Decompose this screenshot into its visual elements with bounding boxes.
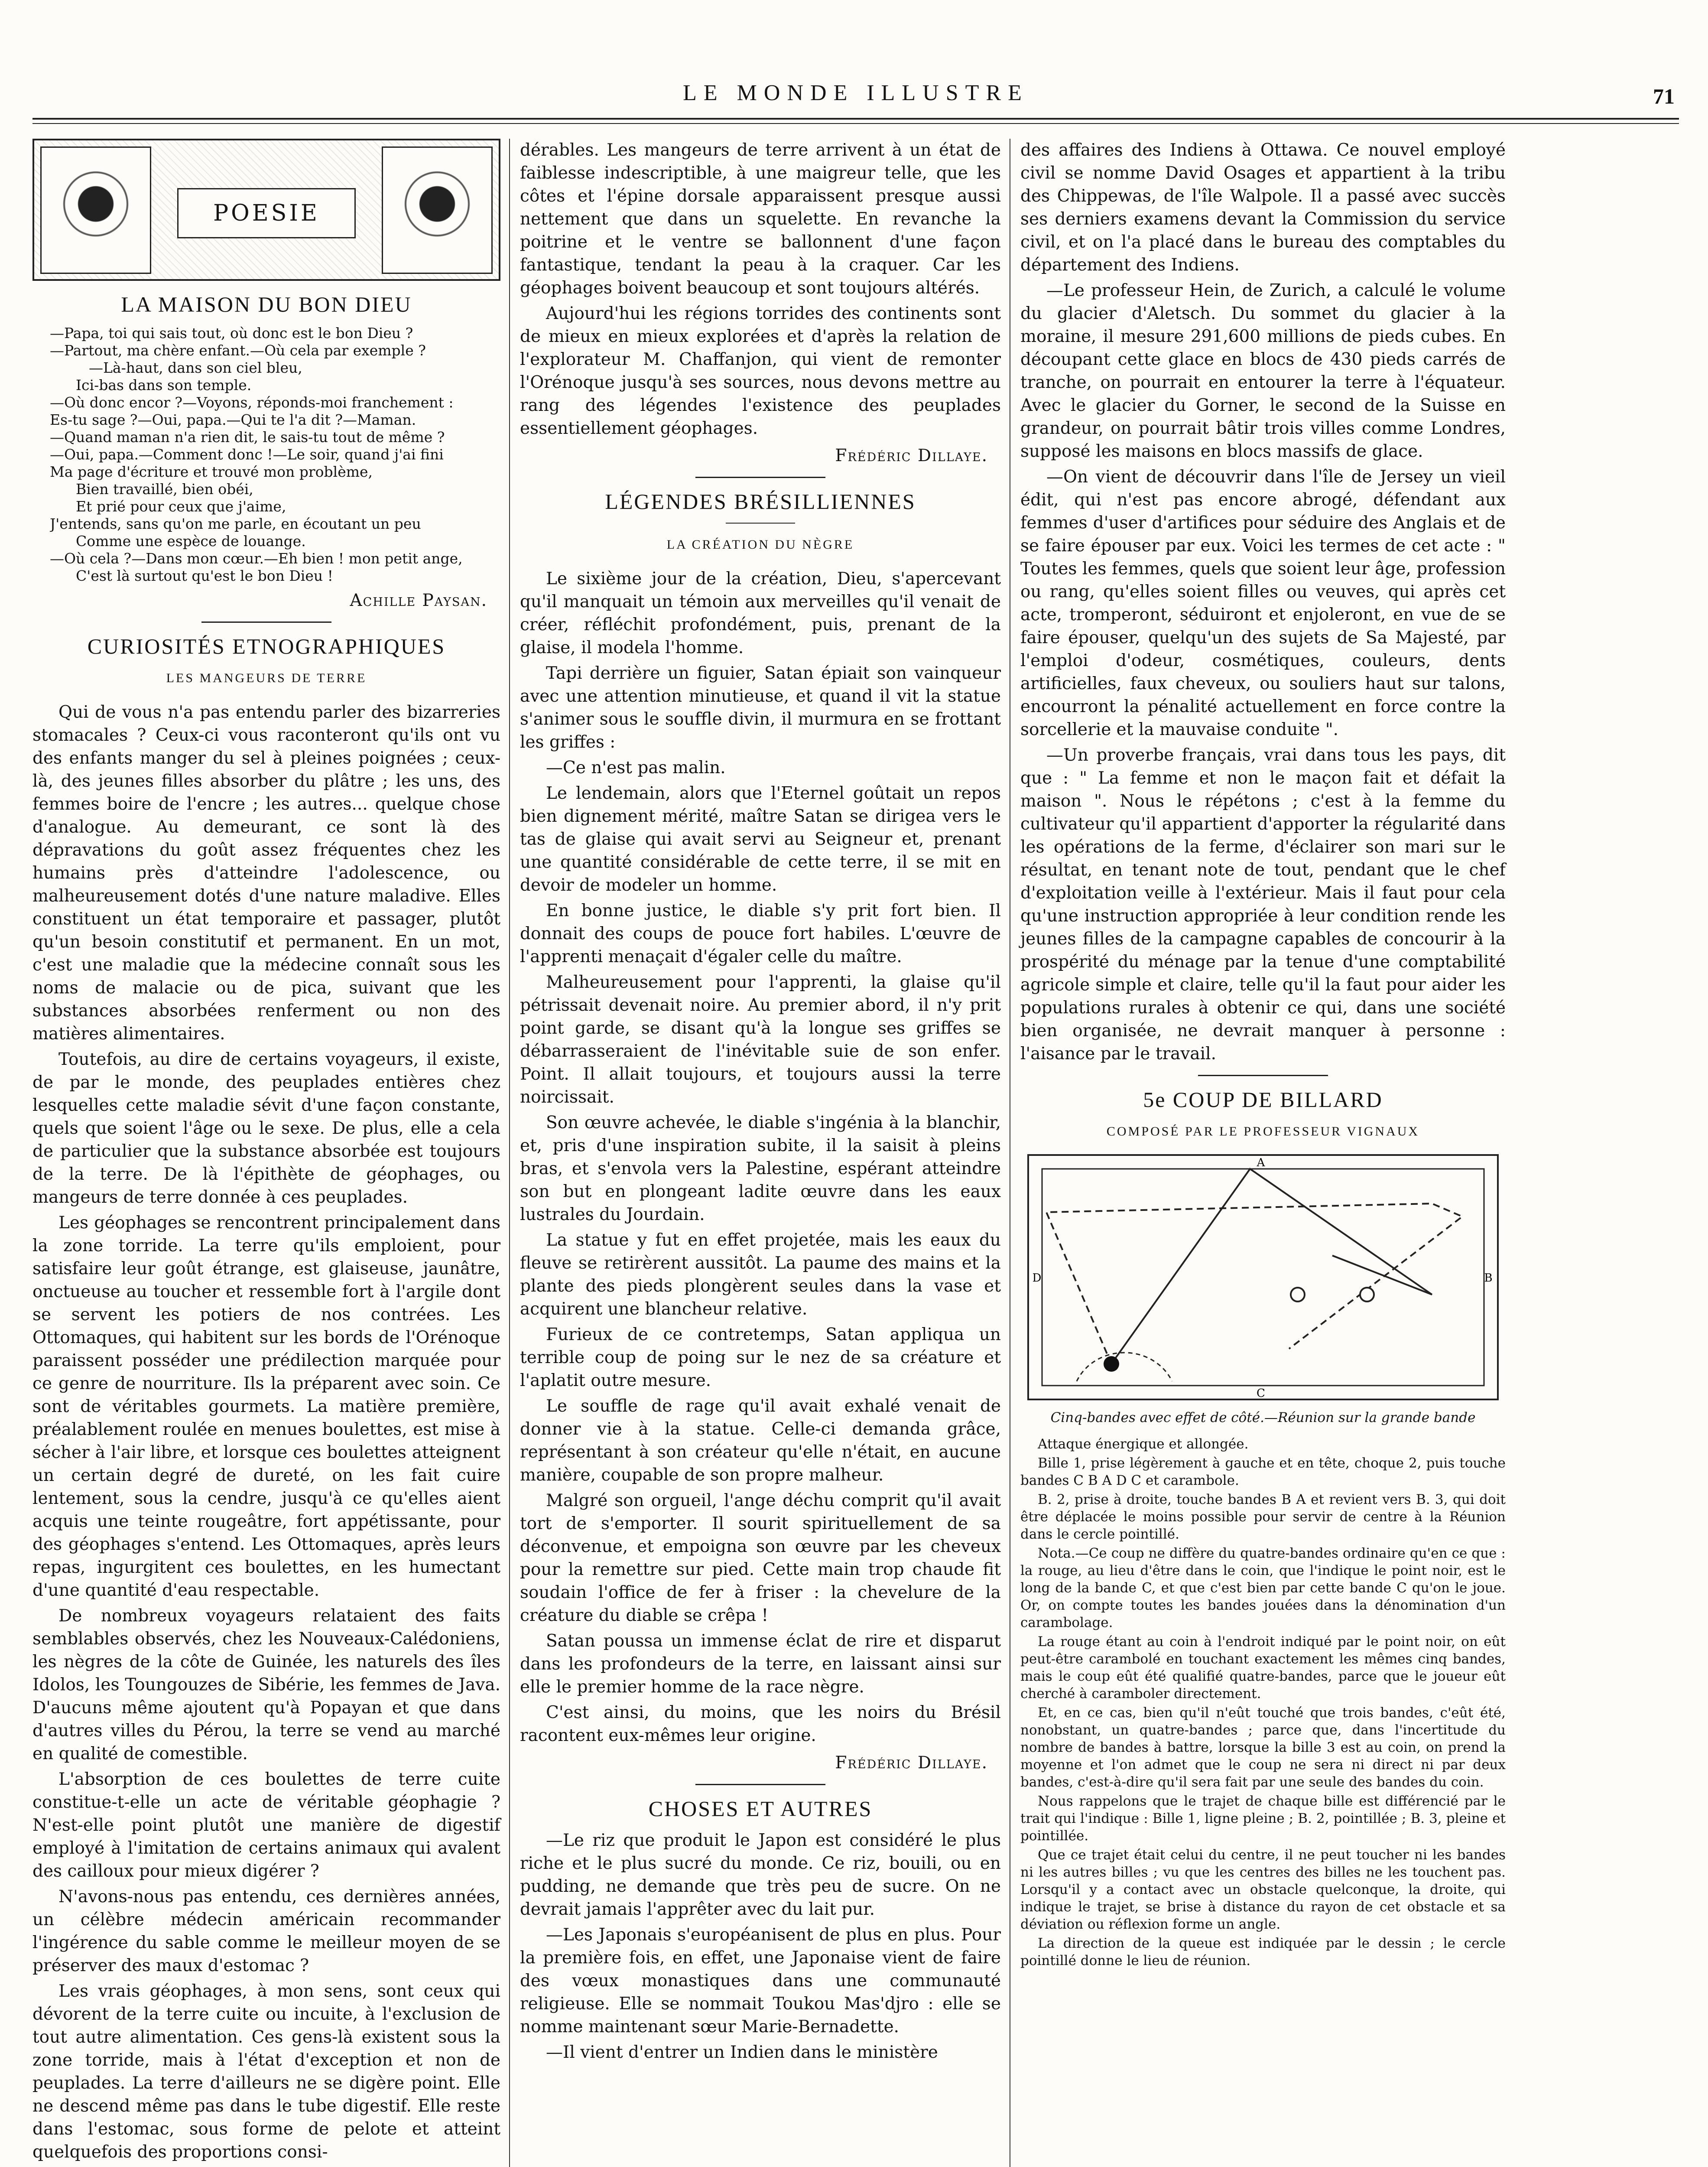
- billiard-subtitle: COMPOSÉ PAR LE PROFESSEUR VIGNAUX: [1106, 1124, 1420, 1139]
- paragraph: —Il vient d'entrer un Indien dans le ministère: [546, 2043, 938, 2062]
- column-1: [32, 139, 500, 2166]
- note: Bille 1, prise légèrement à gauche et en tête, choque 2, puis touche bandes C B A D C et carambole.: [1020, 1455, 1506, 1488]
- paragraph: dérables. Les mangeurs de terre arrivent à un état de faiblesse indescriptible, à une maigreur telle, que les côtes et l'épine dorsale apparaissent presque aussi nettement que dans un squelette. En revanche la poitrine et le ventre se ballonnent d'une façon fantastique, tendant la peau à la craquer. Car les géophages boivent beaucoup et sont toujours altérés.: [520, 140, 1001, 298]
- ball-path-dashed: [1046, 1204, 1462, 1364]
- note: B. 2, prise à droite, touche bandes B A et revient vers B. 3, qui doit être déplacée le moins possible pour servir de centre à la Réunion dans le cercle pointillé.: [1020, 1492, 1506, 1542]
- ball-3-icon: [1360, 1288, 1374, 1302]
- ball-2-icon: [1291, 1288, 1305, 1302]
- separator: [726, 523, 795, 524]
- poem-line: —Partout, ma chère enfant.—Où cela par exemple ?: [50, 342, 426, 359]
- paragraph: —Le professeur Hein, de Zurich, a calculé le volume du glacier d'Aletsch. Du sommet du glacier à la moraine, il mesure 291,600 millions de pieds cubes. En découpant cette glace en blocs de 430 pieds carrés de tranche, on pourrait en entourer la terre à l'équateur. Avec le glacier du Gorner, le second de la Suisse en grandeur, on pourrait bâtir trois villes comme Londres, supposé les maisons en blocs massifs de glace.: [1020, 281, 1506, 461]
- masthead: LE MONDE ILLUSTRE: [683, 81, 1029, 105]
- paragraph: N'avons-nous pas entendu, ces dernières années, un célèbre médecin américain recommander l'ingérence du sable comme le meilleur moyen de se préserver des maux d'estomac ?: [32, 1887, 500, 1975]
- label-d: D: [1032, 1272, 1042, 1285]
- note: Et, en ce cas, bien qu'il n'eût touché que trois bandes, c'eût été, nonobstant, un quatre-bandes ; parce que, dans l'incertitude du nombre de bandes à battre, lorsque la bille 3 est au coin, on prend la moyenne et l'on admet que le coup ne sera ni direct ni par deux bandes, c'est-à-dire qu'il sera fait par une seule des bandes du coin.: [1020, 1705, 1506, 1790]
- poem-line: Ma page d'écriture et trouvé mon problème,: [50, 463, 373, 480]
- paragraph: De nombreux voyageurs relataient des faits semblables observés, chez les Nouveaux-Calédoniens, les nègres de la côte de Guinée, les naturels des îles Idolos, les Toungouzes de Sibérie, les femmes de Java. D'aucuns même ajoutent qu'à Popayan et que dans d'autres villes du Pérou, la terre se vend au marché en qualité de comestible.: [32, 1606, 500, 1764]
- column-3: [1020, 139, 1506, 1971]
- note: Attaque énergique et allongée.: [1038, 1436, 1249, 1452]
- billiard-title: 5e COUP DE BILLARD: [1143, 1087, 1383, 1112]
- paragraph: —Un proverbe français, vrai dans tous les pays, dit que : " La femme et non le maçon fait et défait la maison ". Nous le répétons ; c'est à la femme du cultivateur qu'il appartient d'apporter la régularité dans les opérations de la ferme, d'éclairer son mari sur le résultat, en tenant note de tout, pendant que le chef d'exploitation veille à l'extérieur. Mais il faut pour cela qu'une instruction appropriée à leur condition rende les jeunes filles de la campagne capables de concourir à la prospérité du ménage par la tenue d'une comptabilité agricole simple et claire, telle qu'il la faut pour aider les populations rurales à obtenir ce qui, dans une société bien organisée, ne devrait manquer à personne : l'aisance par le travail.: [1020, 745, 1506, 1064]
- poem-line: —Oui, papa.—Comment donc !—Le soir, quand j'ai fini: [50, 446, 444, 463]
- paragraph: Malheureusement pour l'apprenti, la glaise qu'il pétrissait devenait noire. Au premier abord, il n'y prit point garde, se disant qu'à la longue ses griffes se débarrasseraient de l'inévitable suie de son enfer. Point. Il allait toujours, et toujours aussi la terre noircissait.: [520, 973, 1001, 1107]
- column-divider-1: [509, 139, 510, 2167]
- page-number: 71: [1653, 84, 1675, 108]
- label-b: B: [1484, 1272, 1493, 1285]
- separator: [695, 477, 825, 478]
- signature: Frédéric Dillaye.: [835, 1753, 988, 1773]
- legend-subtitle: LA CRÉATION DU NÈGRE: [666, 537, 854, 552]
- poem-line: —Papa, toi qui sais tout, où donc est le bon Dieu ?: [50, 325, 413, 342]
- poem-line: J'entends, sans qu'on me parle, en écoutant un peu: [50, 515, 421, 532]
- separator: [1198, 1075, 1328, 1076]
- paragraph: Satan poussa un immense éclat de rire et disparut dans les profondeurs de la terre, en laissant ainsi sur elle le premier homme de la race nègre.: [520, 1631, 1001, 1697]
- poem-line: —Où donc encor ?—Voyons, réponds-moi franchement :: [50, 394, 454, 411]
- poem-line: Comme une espèce de louange.: [76, 533, 306, 550]
- paragraph: En bonne justice, le diable s'y prit fort bien. Il donnait des coups de pouce fort habiles. L'œuvre de l'apprenti menaçait d'égaler celle du maître.: [520, 901, 1001, 966]
- paragraph: —Les Japonais s'européanisent de plus en plus. Pour la première fois, en effet, une Japonaise vient de faire des vœux monastiques dans une communauté religieuse. Elle se nommait Toukou Mas'djro : elle se nomme maintenant sœur Marie-Bernadette.: [520, 1925, 1001, 2037]
- paragraph: Tapi derrière un figuier, Satan épiait son vainqueur avec une attention minutieuse, et quand il vit la statue s'animer sous le souffle divin, il murmura en se frottant les griffes :: [520, 664, 1001, 752]
- separator: [201, 621, 331, 623]
- paragraph: Le souffle de rage qu'il avait exhalé venait de donner vie à la statue. Celle-ci demanda grâce, représentant à son créateur qu'elle n'était, en aucune manière, coupable de son propre malheur.: [520, 1396, 1001, 1485]
- choses-title: CHOSES ET AUTRES: [648, 1796, 873, 1821]
- page-header: [32, 76, 1679, 119]
- poem-line: Bien travaillé, bien obéi,: [76, 481, 253, 498]
- note: Nous rappelons que le trajet de chaque bille est différencié par le trait qui l'indique : Bille 1, ligne pleine ; B. 2, pointillée ; B. 3, pleine et pointillée.: [1020, 1793, 1506, 1844]
- separator: [695, 1784, 825, 1785]
- poem-line: Ici-bas dans son temple.: [76, 377, 252, 394]
- paragraph: Qui de vous n'a pas entendu parler des bizarreries stomacales ? Ceux-ci vous raconteront qu'ils ont vu des enfants manger du sel à pleines poignées ; ceux-là, des jeunes filles absorber du plâtre ; les uns, des femmes boire de l'encre ; les autres... quelque chose d'analogue. Au demeurant, ce sont là des dépravations du goût assez fréquentes chez les humains près d'atteindre l'adolescence, ou malheureusement dotés d'une nature maladive. Elles constituent un état temporaire et passager, plutôt qu'un besoin constitutif et permanent. En un mot, c'est une maladie que la médecine connaît sous les noms de malacie ou de pica, suivant que les substances absorbées renferment ou non des matières alimentaires.: [32, 703, 500, 1044]
- paragraph: Le lendemain, alors que l'Eternel goûtait un repos bien dignement mérité, maître Satan se dirigea vers le tas de glaise qui avait servi au Seigneur et, prenant une quantité considérable de cette terre, il se mit en devoir de modeler un homme.: [520, 784, 1001, 895]
- paragraph: Toutefois, au dire de certains voyageurs, il existe, de par le monde, des peuplades entières chez lesquelles cette maladie sévit d'une façon constante, quels que soient l'âge ou le sexe. De plus, elle a cela de particulier que la substance absorbée est toujours de la terre. De là l'épithète de géophages, ou mangeurs de terre donnée à ces peuplades.: [32, 1050, 500, 1207]
- paragraph: —On vient de découvrir dans l'île de Jersey un vieil édit, qui n'est pas encore abrogé, défendant aux femmes d'user d'artifices pour séduire des Anglais et de se faire épouser par eux. Voici les termes de cet acte : " Toutes les femmes, quels que soient leur âge, profession ou rang, qu'elles soient filles ou veuves, qui après cet acte, tromperont, séduiront et enjoleront, en vue de se faire épouser, quelqu'un des sujets de Sa Majesté, par l'emploi d'odeur, cosmétiques, couleurs, dents artificielles, faux cheveux, ou souliers haut sur talons, encourront la pénalité actuellement en force contre la sorcellerie et la mauvaise conduite ".: [1020, 467, 1506, 739]
- label-c: C: [1257, 1387, 1265, 1400]
- paragraph: Malgré son orgueil, l'ange déchu comprit qu'il avait tort de s'emporter. Il sourit spirituellement de sa déconvenue, et empoigna son œuvre par les cheveux pour la remettre sur pied. Cette main trop chaude fit soudain l'office de fer à friser : la chevelure de la créature du diable se crêpa !: [520, 1491, 1001, 1625]
- paragraph: C'est ainsi, du moins, que les noirs du Brésil racontent eux-mêmes leur origine.: [520, 1703, 1001, 1745]
- signature: Frédéric Dillaye.: [835, 446, 988, 465]
- note: La direction de la queue est indiquée par le dessin ; le cercle pointillé donne le lieu de réunion.: [1020, 1936, 1506, 1969]
- poem-title: LA MAISON DU BON DIEU: [121, 292, 412, 316]
- note: La rouge étant au coin à l'endroit indiqué par le point noir, on eût peut-être carambolé en touchant exactement les mêmes cinq bandes, mais le coup eût été qualifié quatre-bandes, parce que le joueur eût cherché à caramboler directement.: [1020, 1634, 1506, 1702]
- poem-line: —Où cela ?—Dans mon cœur.—Eh bien ! mon petit ange,: [50, 550, 463, 567]
- billiard-notes: [1020, 1435, 1506, 1969]
- paragraph: Le sixième jour de la création, Dieu, s'apercevant qu'il manquait un témoin aux merveilles qu'il venait de créer, réfléchit profondément, puis, prenant de la glaise, il modela l'homme.: [520, 569, 1001, 657]
- poem-author: Achille Paysan.: [350, 591, 487, 610]
- poem-line: Et prié pour ceux que j'aime,: [76, 498, 286, 515]
- poem-line: C'est là surtout qu'est le bon Dieu !: [76, 567, 333, 584]
- ornament-left-icon: [40, 146, 151, 274]
- header-rule: [32, 118, 1679, 120]
- reunion-circle-icon: [1077, 1353, 1172, 1381]
- ornament-right-icon: [382, 146, 493, 274]
- paragraph: Son œuvre achevée, le diable s'ingénia à la blanchir, et, pris d'une inspiration subite, il la saisit à pleins bras, et s'envola vers la Palestine, espérant atteindre son but en plongeant ladite œuvre dans les eaux lustrales du Jourdain.: [520, 1113, 1001, 1224]
- column-2: [520, 139, 1001, 2066]
- table-cushion: [1042, 1169, 1484, 1386]
- ball-path-solid: [1111, 1169, 1432, 1364]
- poesie-banner: [32, 139, 500, 281]
- paragraph: des affaires des Indiens à Ottawa. Ce nouvel employé civil se nomme David Osages et appartient à la tribu des Chippewas, de l'île Walpole. Il a passé avec succès ses derniers examens devant la Commission du service civil, et on l'a placé dans le bureau des comptables du département des Indiens.: [1020, 140, 1506, 275]
- poem-line: —Là-haut, dans son ciel bleu,: [89, 359, 302, 376]
- note: Nota.—Ce coup ne diffère du quatre-bandes ordinaire qu'en ce que : la rouge, au lieu d'être dans le coin, que l'indique le point noir, est le long de la bande C, et que c'est bien par cette bande C qu'on le joue. Or, on compte toutes les bandes jouées dans la dénomination d'un carambolage.: [1020, 1546, 1506, 1630]
- poem: [50, 325, 500, 585]
- paragraph: L'absorption de ces boulettes de terre cuite constitue-t-elle un acte de véritable géophagie ? N'est-elle point plutôt une manière de digestif employé à l'imitation de certains animaux qui avalent des cailloux pour mieux digérer ?: [32, 1770, 500, 1881]
- ball-1-icon: [1104, 1356, 1119, 1372]
- paragraph: Furieux de ce contretemps, Satan appliqua un terrible coup de poing sur le nez de sa créature et l'aplatit outre mesure.: [520, 1325, 1001, 1390]
- paragraph: —Ce n'est pas malin.: [546, 758, 726, 778]
- article-title: CURIOSITÉS ETNOGRAPHIQUES: [87, 634, 446, 658]
- note: Que ce trajet était celui du centre, il ne peut toucher ni les bandes ni les autres billes ; vu que les centres des billes ne les touchent pas. Lorsqu'il y a contact avec un obstacle quelconque, la droite, qui indique le trajet, se brise à distance du rayon de cet obstacle et sa déviation ou réflexion forme un angle.: [1020, 1847, 1506, 1932]
- diagram-caption: Cinq-bandes avec effet de côté.—Réunion sur la grande bande: [1050, 1410, 1476, 1425]
- legend-title: LÉGENDES BRÉSILLIENNES: [605, 489, 916, 514]
- header-rule-thin: [32, 123, 1679, 124]
- article-subtitle: LES MANGEURS DE TERRE: [166, 671, 367, 685]
- billiard-diagram: [1027, 1154, 1499, 1400]
- paragraph: La statue y fut en effet projetée, mais les eaux du fleuve se retirèrent aussitôt. La paume des mains et la plante des pieds plongèrent seules dans la vase et acquirent une blancheur relative.: [520, 1230, 1001, 1319]
- poem-line: Es-tu sage ?—Oui, papa.—Qui te l'a dit ?—Maman.: [50, 411, 416, 428]
- poem-line: —Quand maman n'a rien dit, le sais-tu tout de même ?: [50, 429, 445, 446]
- banner-label: POESIE: [177, 188, 356, 238]
- paragraph: Les géophages se rencontrent principalement dans la zone torride. La terre qu'ils emploient, pour satisfaire leur goût étrange, est glaiseuse, jaunâtre, onctueuse au toucher et ressemble fort à l'argile dont se servent les potiers de nos contrées. Les Ottomaques, qui habitent sur les bords de l'Orénoque paraissent posséder une prédilection marquée pour ce genre de nourriture. Ils la préparent avec soin. Ce sont de véritables gourmets. La matière première, préalablement roulée en menues boulettes, est mise à sécher à l'air libre, et lorsque ces boulettes atteignent un certain degré de dureté, on les fait cuire lentement, sous la cendre, jusqu'à ce qu'elles aient acquis une teinte rougeâtre, fort appétissante, pour des géophages s'entend. Les Ottomaques, après leurs repas, ingurgitent ces boulettes, en les humectant d'une quantité d'eau respectable.: [32, 1213, 500, 1600]
- label-a: A: [1257, 1156, 1265, 1169]
- paragraph: Les vrais géophages, à mon sens, sont ceux qui dévorent de la terre cuite ou incuite, à l'exclusion de tout autre alimentation. Ces gens-là existent sous la zone torride, mais à l'état d'exception et non de peuplades. La terre d'ailleurs ne se digère point. Elle ne descend même pas dans le tube digestif. Elle reste dans l'estomac, sous forme de pelote et atteint quelquefois des proportions consi-: [32, 1982, 500, 2162]
- paragraph: Aujourd'hui les régions torrides des continents sont de mieux en mieux explorées et d'après la relation de l'explorateur M. Chaffanjon, qui vient de remonter l'Orénoque jusqu'à ses sources, nous devons mettre au rang des légendes l'existence des peuplades essentiellement géophages.: [520, 304, 1001, 438]
- paragraph: —Le riz que produit le Japon est considéré le plus riche et le plus sucré du monde. Ce riz, bouili, ou en pudding, ne demande que très peu de sucre. On ne devrait jamais l'apprêter avec du lait pur.: [520, 1831, 1001, 1919]
